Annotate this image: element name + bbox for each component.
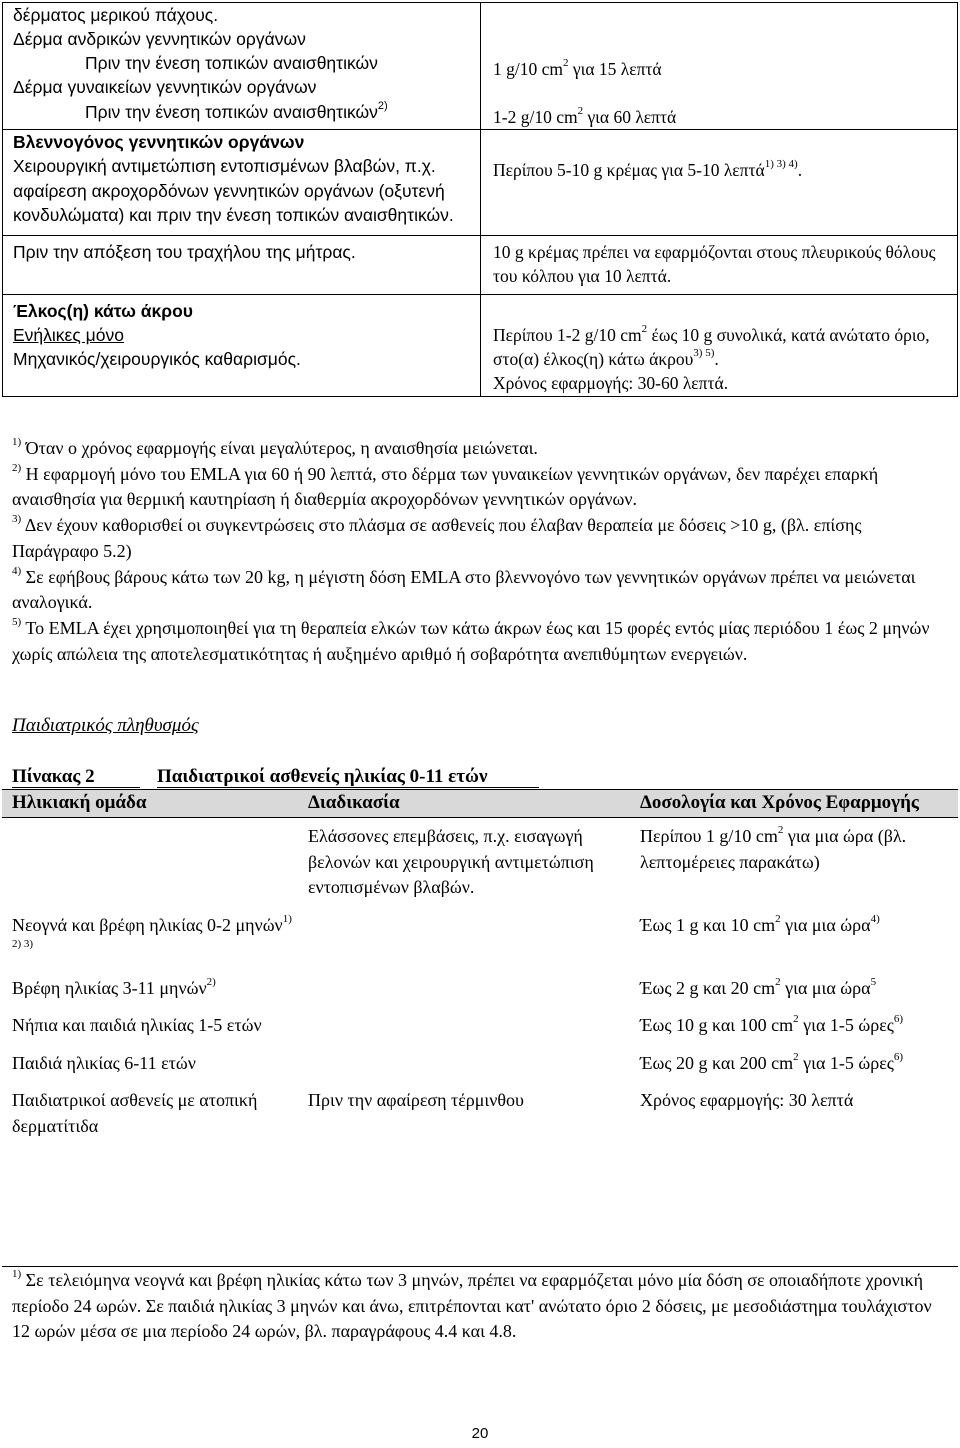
table-cell — [481, 130, 958, 236]
table-row — [2, 1007, 958, 1045]
table-cell: Έως 2 g και 20 $cm^2$ για μια ώρα$^5$ — [640, 975, 877, 998]
table-cell: Περίπου 1 g/10 $cm^2$ για μια ώρα (βλ. λεπτομέρειες παρακάτω) — [640, 823, 907, 872]
column-header: Ηλικιακή ομάδα — [2, 790, 298, 818]
footnote: $^{1)}$ Σε τελειόμηνα νεογνά και βρέφη ηλικίας κάτω των 3 μηνών, πρέπει να εφαρμόζεται μόνο μία δόση σε οποιαδήποτε χρονική περίοδο 24 ωρών. Σε παιδιά ηλικίας 3 μηνών και άνω, επιτρέπονται κατ' ανώτατο όριο 2 δόσεις, με μεσοδιάστημα τουλάχιστον 12 ωρών μέσα σε μια περίοδο 24 ωρών, βλ. παραγράφους 4.4 και 4.8. — [12, 1268, 932, 1342]
table-row — [2, 1082, 958, 1145]
section-title: Παιδιατρικός πληθυσμός — [12, 715, 199, 736]
cell-text: Περίπου 1-2 g/10 $cm^2$ έως 10 g συνολικά, κατά ανώτατο όριο, στο(α) έλκος(η) κάτω άκρου$^{3) 5)}$. — [493, 323, 930, 370]
cell-line: 1 g/10 $cm^2$ για 15 λεπτά — [493, 57, 662, 79]
table-row — [3, 130, 958, 236]
table-cell — [3, 295, 481, 396]
table-cell — [3, 235, 481, 294]
table-cell: Παιδιά ηλικίας 6-11 ετών — [12, 1052, 196, 1073]
table-cell — [3, 130, 481, 236]
footnote: $^{2)}$ Η εφαρμογή μόνο του EMLA για 60 ή 90 λεπτά, στο δέρμα των γυναικείων γεννητικών οργάνων, δεν παρέχει επαρκή αναισθησία για θερμική καυτηρίαση ή διαθερμία ακροχορδόνων γεννητικών οργάνων. — [12, 461, 879, 510]
table-row — [2, 1045, 958, 1083]
table-row — [3, 295, 958, 396]
cell-line: 1-2 g/10 $cm^2$ για 60 λεπτά — [493, 105, 677, 128]
table-bottom-rule — [2, 1266, 958, 1267]
table-row — [2, 817, 958, 906]
cell-line: Πριν την ένεση τοπικών αναισθητικών — [85, 53, 378, 74]
table-cell — [298, 970, 630, 1008]
cell-text: Πριν την απόξεση του τραχήλου της μήτρας. — [13, 241, 356, 262]
table-cell — [481, 235, 958, 294]
cell-line: Δέρμα ανδρικών γεννητικών οργάνων — [13, 29, 306, 50]
column-header: Διαδικασία — [298, 790, 630, 818]
table1-footnotes — [12, 436, 942, 668]
footnote: $^{4)}$ Σε εφήβους βάρους κάτω των 20 kg, η μέγιστη δόση EMLA στο βλεννογόνο των γεννητικών οργάνων πρέπει να μειώνεται αναλογικά. — [12, 564, 916, 613]
cell-text: Χειρουργική αντιμετώπιση εντοπισμένων βλαβών, π.χ. αφαίρεση ακροχορδόνων γεννητικών οργάνων (οξυτενή κονδυλώματα) και πριν την ένεση τοπικών αναισθητικών. — [13, 156, 454, 225]
table-cell: Έως 10 g και 100 $cm^2$ για 1-5 ώρες$^{6)}$ — [640, 1013, 904, 1036]
table-cell — [481, 3, 958, 130]
cell-line: Δέρμα γυναικείων γεννητικών οργάνων — [13, 77, 317, 98]
table-cell: Παιδιατρικοί ασθενείς με ατοπική δερματίτιδα — [12, 1090, 258, 1136]
cell-text: 10 g κρέμας πρέπει να εφαρμόζονται στους πλευρικούς θόλους του κόλπου για 10 λεπτά. — [493, 241, 936, 286]
table-label: Πίνακας 2 — [12, 766, 95, 787]
table-cell: Νεογνά και βρέφη ηλικίας 0-2 μηνών$^{1) 2) 3)}$ — [12, 912, 292, 951]
caption-underline — [12, 787, 140, 788]
dosage-table-continued — [2, 2, 958, 397]
footnote: $^{5)}$ Το EMLA έχει χρησιμοποιηθεί για τη θεραπεία ελκών των κάτω άκρων έως και 15 φορές εντός μίας περιόδου 1 έως 2 μηνών χωρίς απώλεια της αποτελεσματικότητας ή αυξημένο αριθμό ή σοβαρότητα ανεπιθύμητων ενεργειών. — [12, 616, 930, 664]
table-cell: Πριν την αφαίρεση τέρμινθου — [308, 1090, 524, 1111]
pediatric-dosage-table — [2, 789, 958, 1145]
column-header: Δοσολογία και Χρόνος Εφαρμογής — [630, 790, 958, 818]
table-cell — [2, 817, 298, 906]
table-cell: Βρέφη ηλικίας 3-11 μηνών$^{2)}$ — [12, 975, 216, 998]
table2-footnotes — [12, 1268, 942, 1345]
table-cell — [3, 3, 481, 130]
cell-line: δέρματος μερικού πάχους. — [13, 5, 219, 25]
cell-line: Χρόνος εφαρμογής: 30-60 λεπτά. — [493, 373, 729, 394]
table-cell — [298, 1007, 630, 1045]
table-cell: Ελάσσονες επεμβάσεις, π.χ. εισαγωγή βελονών και χειρουργική αντιμετώπιση εντοπισμένων βλαβών. — [308, 825, 594, 898]
footnote: $^{1)}$ Όταν ο χρόνος εφαρμογής είναι μεγαλύτερος, η αναισθησία μειώνεται. — [12, 436, 538, 458]
page-number: 20 — [471, 1425, 489, 1442]
cell-line: Ενήλικες μόνο — [13, 325, 124, 346]
table-header-row — [2, 790, 958, 818]
table-row — [3, 3, 958, 130]
table-row — [2, 907, 958, 970]
table-cell: Χρόνος εφαρμογής: 30 λεπτά — [640, 1090, 854, 1111]
table-title: Παιδιατρικοί ασθενείς ηλικίας 0-11 ετών — [157, 766, 488, 787]
table-cell: Έως 20 g και 200 $cm^2$ για 1-5 ώρες$^{6)}$ — [640, 1050, 904, 1073]
footnote: $^{3)}$ Δεν έχουν καθορισθεί οι συγκεντρώσεις στο πλάσμα σε ασθενείς που έλαβαν θεραπεία με δόσεις >10 g, (βλ. επίσης Παράγραφο 5.2) — [12, 513, 862, 561]
table-cell: Έως 1 g και 10 $cm^2$ για μια ώρα$^{4)}$ — [640, 912, 880, 935]
table-row — [2, 970, 958, 1008]
table-cell — [298, 1045, 630, 1083]
cell-line: Πριν την ένεση τοπικών αναισθητικών$^{2)}$ — [85, 99, 388, 122]
table-cell — [298, 907, 630, 970]
cell-heading: Έλκος(η) κάτω άκρου — [13, 301, 193, 322]
table-cell — [481, 295, 958, 396]
cell-line: Περίπου 5-10 g κρέμας για 5-10 λεπτά$^{1) 3) 4)}$. — [493, 158, 803, 181]
cell-line: Μηχανικός/χειρουργικός καθαρισμός. — [13, 349, 301, 370]
table-row — [3, 235, 958, 294]
table-cell: Νήπια και παιδιά ηλικίας 1-5 ετών — [12, 1015, 262, 1036]
cell-heading: Βλεννογόνος γεννητικών οργάνων — [13, 132, 305, 153]
caption-underline — [157, 787, 539, 788]
